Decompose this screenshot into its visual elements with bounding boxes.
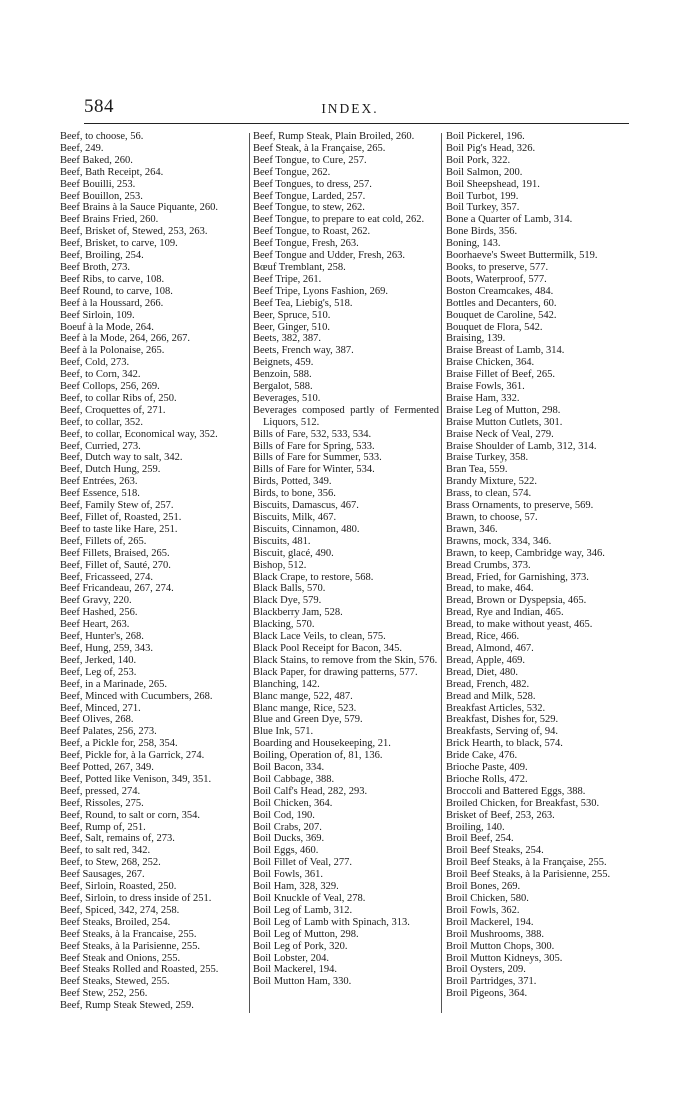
index-entry: Beef, to collar Ribs of, 250. <box>60 392 177 404</box>
index-entry: Boil Mutton Ham, 330. <box>253 976 352 988</box>
index-entry: Black Lace Veils, to clean, 575. <box>253 631 386 643</box>
index-entry: Boil Cabbage, 388. <box>253 773 335 785</box>
index-entry: Birds, to bone, 356. <box>253 488 336 500</box>
index-entry: Beef, pressed, 274. <box>60 785 141 797</box>
index-entry: Boil Mackerel, 194. <box>253 964 337 976</box>
index-entry: Braise Neck of Veal, 279. <box>446 428 554 440</box>
index-entry: Boil Knuckle of Veal, 278. <box>253 893 366 904</box>
index-entry: Beef, Salt, remains of, 273. <box>60 833 175 845</box>
index-entry: Beef Bouillon, 253. <box>60 190 143 202</box>
index-entry: Broiling, 140. <box>446 821 505 833</box>
index-entry: Bread, French, 482. <box>446 678 530 690</box>
index-entry: Beef, to collar, Economical way, 352. <box>60 428 218 440</box>
index-entry: Broil Beef Steaks, à la Française, 255. <box>446 857 607 869</box>
index-entry: Braise Turkey, 358. <box>446 452 529 464</box>
index-entry: Brick Hearth, to black, 574. <box>446 738 563 750</box>
index-entry: Beef, Rump Steak Stewed, 259. <box>60 1000 194 1012</box>
index-entry: Beef, Rump Steak, Plain Broiled, 260. <box>253 131 415 142</box>
index-entry: Boots, Waterproof, 577. <box>446 273 547 285</box>
index-entry: Black Stains, to remove from the Skin, 576. <box>253 654 438 666</box>
index-entry: Brass, to clean, 574. <box>446 488 532 500</box>
index-entry: Benzoin, 588. <box>253 369 312 381</box>
index-entry: Beef Tripe, Lyons Fashion, 269. <box>253 285 389 297</box>
index-entry: Boston Creamcakes, 484. <box>446 285 554 297</box>
index-entry: Beef, 249. <box>60 142 104 154</box>
index-entry: Braise Mutton Cutlets, 301. <box>446 416 563 428</box>
index-entry: Broil Pigeons, 364. <box>446 988 528 1000</box>
index-entry: Broil Fowls, 362. <box>446 904 520 916</box>
index-entry: Blue and Green Dye, 579. <box>253 714 363 726</box>
index-entry: Bone Birds, 356. <box>446 226 518 238</box>
index-entry: Braise Fowls, 361. <box>446 381 525 393</box>
index-entry: Blue Ink, 571. <box>253 726 314 738</box>
index-entry: Beef to taste like Hare, 251. <box>60 523 178 535</box>
index-entry: Beef, Spiced, 342, 274, 258. <box>60 904 180 916</box>
index-entry: Beef, Leg of, 253. <box>60 666 137 678</box>
index-entry: Beef, Sirloin, Roasted, 250. <box>60 881 177 893</box>
index-entry: Beverages, 510. <box>253 392 321 404</box>
index-entry: Bride Cake, 476. <box>446 750 518 762</box>
index-entry: Black Dye, 579. <box>253 595 322 607</box>
index-entry: Beef Tongue, Fresh, 263. <box>253 238 359 250</box>
index-entry: Broil Mutton Kidneys, 305. <box>446 952 563 964</box>
index-entry: Bread, Almond, 467. <box>446 642 534 654</box>
index-entry: Bergalot, 588. <box>253 381 313 393</box>
index-entry: Braising, 139. <box>446 333 506 345</box>
index-entry: Bread, Brown or Dyspepsia, 465. <box>446 595 587 607</box>
index-entry: Beef Brains à la Sauce Piquante, 260. <box>60 202 219 214</box>
index-entry: Beef, Fricasseed, 274. <box>60 571 154 583</box>
index-entry: Bread, to make, 464. <box>446 583 534 595</box>
index-entry: Boil Pig's Head, 326. <box>446 142 536 154</box>
index-entry: Beef Fillets, Braised, 265. <box>60 547 170 559</box>
index-entry: Broil Partridges, 371. <box>446 976 537 988</box>
index-entry: Bread, Diet, 480. <box>446 666 519 678</box>
index-entry: Blacking, 570. <box>253 619 315 631</box>
index-entry: Brawns, mock, 334, 346. <box>446 535 552 547</box>
index-entry: Broil Beef Steaks, à la Parisienne, 255. <box>446 869 611 881</box>
index-entry: Beef Tongue, Larded, 257. <box>253 190 366 202</box>
index-entry: Broiled Chicken, for Breakfast, 530. <box>446 797 600 809</box>
index-entry: Black Balls, 570. <box>253 583 326 595</box>
index-entry: Beef Tongue, 262. <box>253 166 331 178</box>
index-entry: Beef, a Pickle for, 258, 354. <box>60 738 178 750</box>
index-entry: Biscuits, Damascus, 467. <box>253 500 359 512</box>
index-entry: Bread, to make without yeast, 465. <box>446 619 593 631</box>
index-entry: Beef Sirloin, 109. <box>60 309 135 321</box>
index-entry: Beer, Ginger, 510. <box>253 321 331 333</box>
index-entry: Beef Baked, 260. <box>60 154 133 166</box>
index-entry: Beef, Brisket of, Stewed, 253, 263. <box>60 226 208 238</box>
index-entry: Bread Crumbs, 373. <box>446 559 531 571</box>
index-entry: Beef, Sirloin, to dress inside of 251. <box>60 893 212 904</box>
index-entry: Beef à la Houssard, 266. <box>60 297 164 309</box>
index-entry: Beef, Minced with Cucumbers, 268. <box>60 690 213 702</box>
index-entry: Beef, Dutch way to salt, 342. <box>60 452 183 464</box>
index-entry: Beef, Family Stew of, 257. <box>60 500 174 512</box>
index-entry: Beef Ribs, to carve, 108. <box>60 273 165 285</box>
index-entry: Boil Fillet of Veal, 277. <box>253 857 352 869</box>
index-entry: Beef Tongue, to Roast, 262. <box>253 226 371 238</box>
index-entry: Beef, Dutch Hung, 259. <box>60 464 161 476</box>
index-entry: Blackberry Jam, 528. <box>253 607 343 619</box>
index-entry: Bread, Fried, for Garnishing, 373. <box>446 571 589 583</box>
index-entry: Boarding and Housekeeping, 21. <box>253 738 391 750</box>
index-entry: Beef Hashed, 256. <box>60 607 138 619</box>
index-entry: Biscuit, glacé, 490. <box>253 547 334 559</box>
index-entry: Beef Bouilli, 253. <box>60 178 136 190</box>
index-entry: Braise Shoulder of Lamb, 312, 314. <box>446 440 597 452</box>
index-entry: Breakfast Articles, 532. <box>446 702 546 714</box>
index-entry: Braise Fillet of Beef, 265. <box>446 369 556 381</box>
index-entry: Beef Broth, 273. <box>60 261 130 273</box>
index-entry: Beef, to collar, 352. <box>60 416 143 428</box>
index-entry: Beverages composed partly of Fermented Liquors, 512. <box>253 404 439 428</box>
index-entry: Beef Steaks, à la Francaise, 255. <box>60 928 197 940</box>
index-entry: Biscuits, Milk, 467. <box>253 512 337 523</box>
index-entry: Birds, Potted, 349. <box>253 476 332 488</box>
index-entry: Bone a Quarter of Lamb, 314. <box>446 214 573 226</box>
index-entry: Bouquet de Flora, 542. <box>446 321 543 333</box>
index-entry: Beignets, 459. <box>253 357 314 369</box>
index-entry: Boil Turkey, 357. <box>446 202 520 214</box>
index-entry: Beef Steaks, Broiled, 254. <box>60 916 171 928</box>
index-entry: Blanching, 142. <box>253 678 320 690</box>
index-entry: Beef Tea, Liebig's, 518. <box>253 297 353 309</box>
index-entry: Brioche Paste, 409. <box>446 762 528 774</box>
index-entry: Beef Essence, 518. <box>60 488 140 500</box>
index-entry: Broil Mutton Chops, 300. <box>446 940 555 952</box>
index-entry: Boil Cod, 190. <box>253 809 315 821</box>
index-entry: Boorhaeve's Sweet Buttermilk, 519. <box>446 250 598 262</box>
index-entry: Biscuits, Cinnamon, 480. <box>253 523 360 535</box>
index-entry: Bills of Fare for Winter, 534. <box>253 464 375 476</box>
index-entry: Breakfasts, Serving of, 94. <box>446 726 558 738</box>
index-entry: Brawn, 346. <box>446 523 498 535</box>
index-entry: Bread, Apple, 469. <box>446 654 526 666</box>
index-entry: Beets, French way, 387. <box>253 345 354 357</box>
index-entry: Beef, Broiling, 254. <box>60 250 144 262</box>
index-entry: Black Paper, for drawing patterns, 577. <box>253 666 418 678</box>
index-entry: Boil Pork, 322. <box>446 154 511 166</box>
index-entry: Breakfast, Dishes for, 529. <box>446 714 559 726</box>
index-entry: Brisket of Beef, 253, 263. <box>446 809 555 821</box>
index-entry: Boil Leg of Lamb, 312. <box>253 904 353 916</box>
index-entry: Beef, to choose, 56. <box>60 131 144 142</box>
index-entry: Beef, Cold, 273. <box>60 357 130 369</box>
index-entry: Bœuf Tremblant, 258. <box>253 261 346 273</box>
index-entry: Beef Heart, 263. <box>60 619 130 631</box>
index-entry: Boil Sheepshead, 191. <box>446 178 540 190</box>
header-rule <box>84 123 629 124</box>
index-entry: Bills of Fare for Summer, 533. <box>253 452 382 464</box>
index-entry: Black Pool Receipt for Bacon, 345. <box>253 642 403 654</box>
index-column-3 <box>446 131 632 1000</box>
index-entry: Beef, Jerked, 140. <box>60 654 137 666</box>
index-entry: Beef Steaks, à la Parisienne, 255. <box>60 940 200 952</box>
index-entry: Beef, Rissoles, 275. <box>60 797 144 809</box>
index-entry: Beef Tongue, to stew, 262. <box>253 202 365 214</box>
index-entry: Boil Fowls, 361. <box>253 869 324 881</box>
index-entry: Beef, Round, to salt or corn, 354. <box>60 809 200 821</box>
index-entry: Beef, to salt red, 342. <box>60 845 151 857</box>
index-entry: Beer, Spruce, 510. <box>253 309 331 321</box>
index-entry: Bills of Fare, 532, 533, 534. <box>253 428 372 440</box>
index-entry: Beef Collops, 256, 269. <box>60 381 160 393</box>
index-entry: Broil Chicken, 580. <box>446 893 529 904</box>
index-entry: Beef, Fillets of, 265. <box>60 535 147 547</box>
index-entry: Boiling, Operation of, 81, 136. <box>253 750 383 762</box>
index-entry: Boil Lobster, 204. <box>253 952 329 964</box>
index-entry: Braise Leg of Mutton, 298. <box>446 404 561 416</box>
index-entry: Broil Beef Steaks, 254. <box>446 845 544 857</box>
index-entry: Boil Leg of Mutton, 298. <box>253 928 359 940</box>
index-entry: Beef, Hung, 259, 343. <box>60 642 154 654</box>
index-entry: Beef Tongue and Udder, Fresh, 263. <box>253 250 406 262</box>
index-entry: Boil Ducks, 369. <box>253 833 325 845</box>
index-entry: Brass Ornaments, to preserve, 569. <box>446 500 594 512</box>
index-entry: Beef Entrées, 263. <box>60 476 138 488</box>
index-entry: Blanc mange, Rice, 523. <box>253 702 357 714</box>
index-entry: Beef, Minced, 271. <box>60 702 141 714</box>
index-entry: Beef, Fillet of, Roasted, 251. <box>60 512 182 523</box>
index-entry: Broil Mushrooms, 388. <box>446 928 545 940</box>
index-entry: Boil Pickerel, 196. <box>446 131 525 142</box>
index-entry: Boning, 143. <box>446 238 501 250</box>
index-entry: Beef, Potted like Venison, 349, 351. <box>60 773 212 785</box>
index-entry: Black Crape, to restore, 568. <box>253 571 374 583</box>
index-entry: Brawn, to keep, Cambridge way, 346. <box>446 547 605 559</box>
index-entry: Beef, to Stew, 268, 252. <box>60 857 161 869</box>
index-entry: Beef Tongues, to dress, 257. <box>253 178 372 190</box>
index-entry: Broil Bones, 269. <box>446 881 521 893</box>
index-entry: Beef Steaks Rolled and Roasted, 255. <box>60 964 219 976</box>
index-entry: Boil Leg of Pork, 320. <box>253 940 348 952</box>
index-entry: Beef, Pickle for, à la Garrick, 274. <box>60 750 205 762</box>
index-entry: Bottles and Decanters, 60. <box>446 297 557 309</box>
index-entry: Beef, to Corn, 342. <box>60 369 141 381</box>
index-entry: Beets, 382, 387. <box>253 333 321 345</box>
index-entry: Beef Tongue, to prepare to eat cold, 262. <box>253 214 425 226</box>
index-entry: Beef, Fillet of, Sauté, 270. <box>60 559 171 571</box>
index-entry: Bills of Fare for Spring, 533. <box>253 440 375 452</box>
index-entry: Beef Gravy, 220. <box>60 595 132 607</box>
index-entry: Broil Beef, 254. <box>446 833 514 845</box>
index-entry: Beef, Croquettes of, 271. <box>60 404 166 416</box>
column-divider <box>441 133 442 1013</box>
index-entry: Biscuits, 481. <box>253 535 311 547</box>
index-entry: Boil Chicken, 364. <box>253 797 333 809</box>
index-entry: Boil Calf's Head, 282, 293. <box>253 785 368 797</box>
index-entry: Beef Sausages, 267. <box>60 869 145 881</box>
index-entry: Beef Palates, 256, 273. <box>60 726 157 738</box>
index-entry: Brandy Mixture, 522. <box>446 476 537 488</box>
index-entry: Bran Tea, 559. <box>446 464 508 476</box>
index-entry: Beef Olives, 268. <box>60 714 134 726</box>
index-entry: Beef, Bath Receipt, 264. <box>60 166 164 178</box>
index-entry: Braise Breast of Lamb, 314. <box>446 345 565 357</box>
index-entry: Boil Eggs, 460. <box>253 845 319 857</box>
index-entry: Bishop, 512. <box>253 559 307 571</box>
index-entry: Bread, Rice, 466. <box>446 631 520 643</box>
index-entry: Beef, Curried, 273. <box>60 440 141 452</box>
index-entry: Boil Turbot, 199. <box>446 190 519 202</box>
index-entry: Beef Steak, à la Française, 265. <box>253 142 386 154</box>
index-entry: Beef Round, to carve, 108. <box>60 285 173 297</box>
index-entry: Braise Chicken, 364. <box>446 357 535 369</box>
index-entry: Beef Potted, 267, 349. <box>60 762 154 774</box>
index-entry: Beef, in a Marinade, 265. <box>60 678 168 690</box>
index-entry: Beef à la Mode, 264, 266, 267. <box>60 333 191 345</box>
column-divider <box>249 133 250 1013</box>
index-entry: Beef, Rump of, 251. <box>60 821 146 833</box>
index-entry: Beef Tripe, 261. <box>253 273 322 285</box>
index-entry: Boil Bacon, 334. <box>253 762 325 774</box>
index-entry: Bouquet de Caroline, 542. <box>446 309 557 321</box>
page-number: 584 <box>84 96 114 117</box>
index-entry: Beef Fricandeau, 267, 274. <box>60 583 174 595</box>
index-entry: Bread and Milk, 528. <box>446 690 536 702</box>
index-entry: Boil Crabs, 207. <box>253 821 322 833</box>
index-entry: Bread, Rye and Indian, 465. <box>446 607 564 619</box>
index-entry: Boil Leg of Lamb with Spinach, 313. <box>253 916 410 928</box>
index-column-1 <box>60 131 246 1012</box>
index-entry: Broil Oysters, 209. <box>446 964 526 976</box>
index-entry: Boil Salmon, 200. <box>446 166 523 178</box>
index-entry: Beef à la Polonaise, 265. <box>60 345 165 357</box>
index-entry: Boeuf à la Mode, 264. <box>60 321 154 333</box>
index-entry: Beef, Brisket, to carve, 109. <box>60 238 178 250</box>
index-entry: Beef Steak and Onions, 255. <box>60 952 181 964</box>
index-entry: Broccoli and Battered Eggs, 388. <box>446 785 586 797</box>
index-column-2 <box>253 131 439 988</box>
index-entry: Beef Brains Fried, 260. <box>60 214 159 226</box>
index-entry: Beef Stew, 252, 256. <box>60 988 148 1000</box>
index-entry: Brawn, to choose, 57. <box>446 512 538 523</box>
index-entry: Broil Mackerel, 194. <box>446 916 534 928</box>
index-entry: Boil Ham, 328, 329. <box>253 881 339 893</box>
index-entry: Beef Steaks, Stewed, 255. <box>60 976 170 988</box>
index-entry: Brioche Rolls, 472. <box>446 773 528 785</box>
index-entry: Books, to preserve, 577. <box>446 261 549 273</box>
page-title: INDEX. <box>321 101 379 116</box>
index-entry: Braise Ham, 332. <box>446 392 520 404</box>
index-entry: Beef, Hunter's, 268. <box>60 631 144 643</box>
index-entry: Beef Tongue, to Cure, 257. <box>253 154 367 166</box>
index-entry: Blanc mange, 522, 487. <box>253 690 353 702</box>
